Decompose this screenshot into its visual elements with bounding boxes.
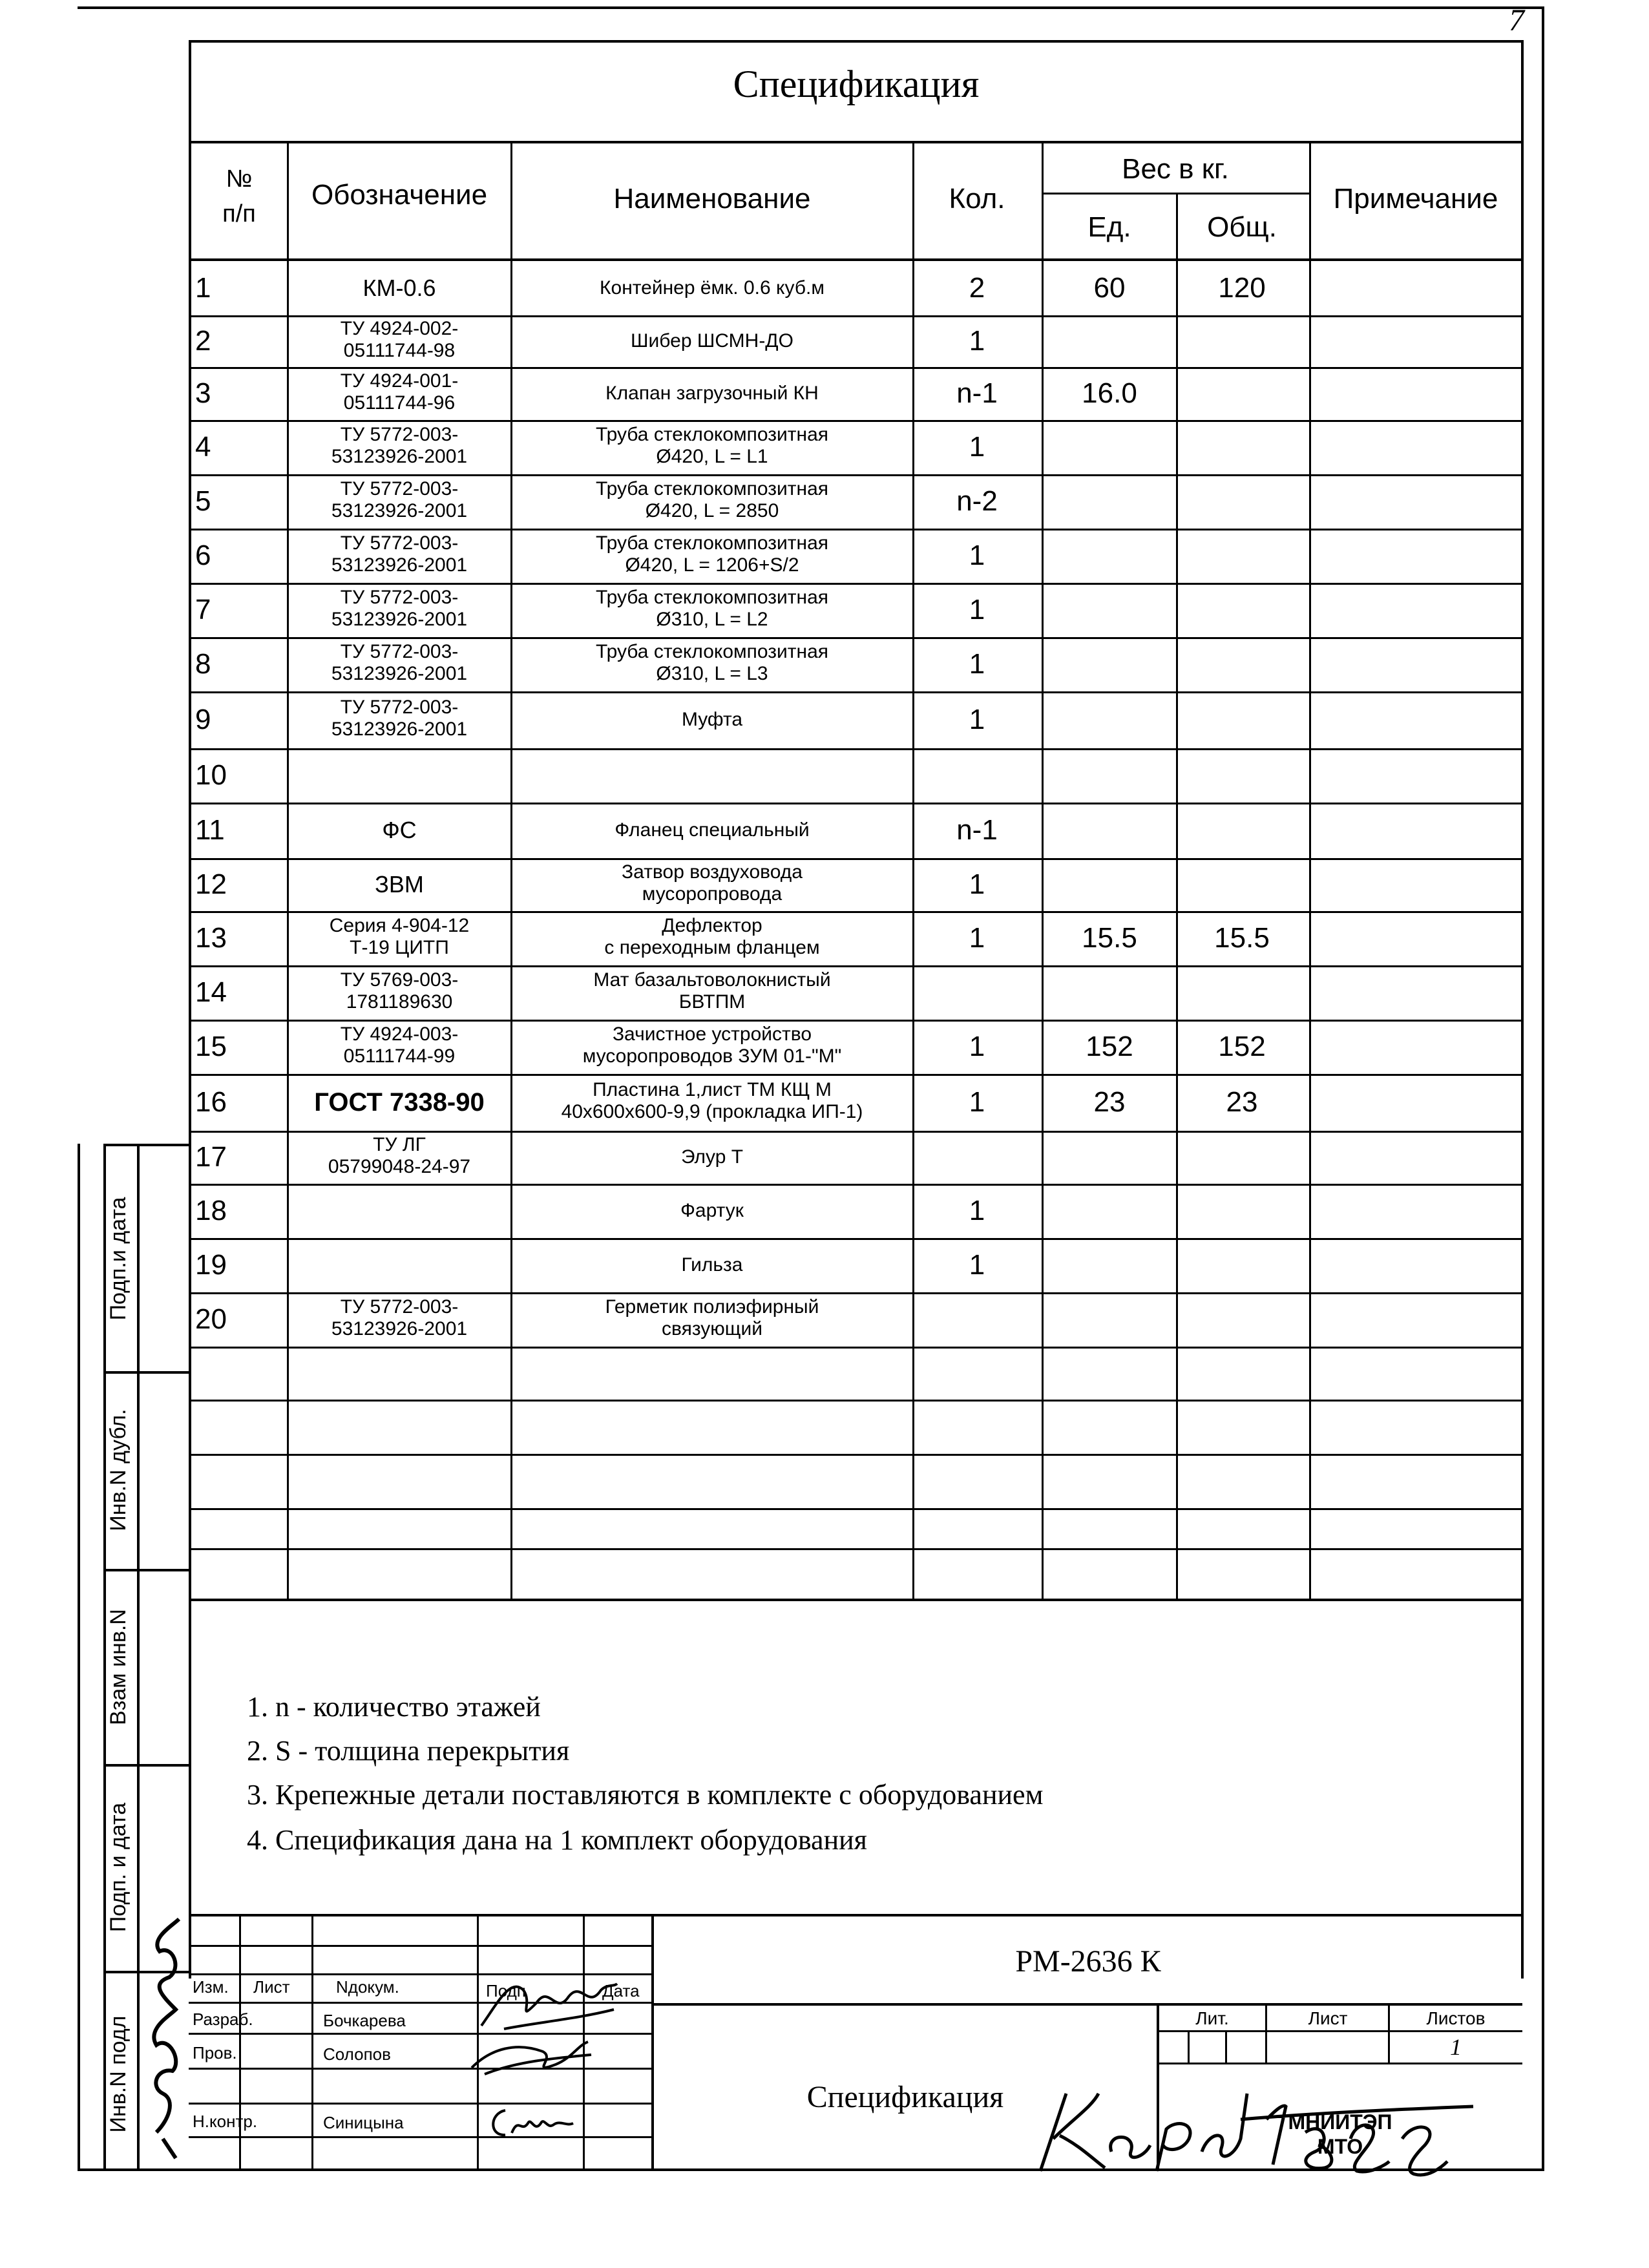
cell-n: 2 [195, 325, 211, 357]
signature-checker [465, 2035, 594, 2081]
cell-n: 20 [195, 1303, 227, 1335]
stamp-name-normcontrol: Синицына [323, 2113, 404, 2132]
row-divider [189, 911, 1522, 913]
cell-name: Элур Т [680, 1146, 744, 1168]
row-divider [189, 1238, 1522, 1240]
cell-n: 15 [195, 1031, 227, 1062]
cell-name: Гильза [681, 1254, 743, 1276]
cell-n: 17 [195, 1141, 227, 1173]
side-label-sign-date-2: Подп. и дата [106, 1802, 131, 1933]
side-label-inv-orig: Инв.N подл [106, 2015, 131, 2133]
header-note: Примечание [1333, 183, 1498, 215]
cell-qty: n-1 [956, 377, 998, 409]
note-2: 2. S - толщина перекрытия [247, 1735, 570, 1767]
cell-name: Фартук [680, 1200, 744, 1221]
stamp-doc-code: РМ-2636 К [1015, 1944, 1161, 1979]
cell-name: Труба стеклокомпозитная [595, 532, 829, 554]
signature-normcontrol [486, 2104, 576, 2143]
cell-unit: 23 [1093, 1086, 1126, 1118]
stamp-role-developer: Разраб. [193, 2010, 253, 2029]
row-divider [189, 420, 1522, 422]
header-num-bottom: п/п [222, 200, 256, 227]
cell-n: 5 [195, 485, 211, 517]
cell-name: Ø420, L = L1 [656, 446, 768, 467]
cell-qty: 1 [969, 868, 985, 900]
cell-name: с переходным фланцем [604, 937, 820, 958]
cell-qty: 1 [969, 594, 985, 625]
cell-des: 05799048-24-97 [328, 1156, 471, 1177]
cell-name: Шибер ШСМН-ДО [631, 330, 793, 352]
cell-total: 152 [1218, 1031, 1266, 1062]
stamp-col-data: Дата [602, 1981, 640, 2000]
cell-name: Пластина 1,лист ТМ КЩ М [593, 1079, 832, 1100]
cell-n: 9 [195, 704, 211, 735]
cell-total: 120 [1218, 272, 1266, 304]
cell-qty: 1 [969, 1249, 985, 1281]
form-right [1521, 40, 1524, 1979]
cell-qty: 1 [969, 704, 985, 735]
cell-des: 05111744-98 [343, 340, 456, 361]
row-divider [189, 1020, 1522, 1022]
cell-des: Серия 4-904-12 [329, 915, 470, 936]
cell-des: 53123926-2001 [331, 609, 468, 630]
cell-qty: 1 [969, 648, 985, 680]
cell-des: ТУ 5772-003- [340, 1296, 459, 1318]
cell-n: 12 [195, 868, 227, 900]
cell-unit: 152 [1086, 1031, 1133, 1062]
cell-des: 53123926-2001 [331, 1318, 468, 1339]
row-divider [189, 748, 1522, 750]
inventory-number-handwriting [143, 1906, 189, 2165]
outer-frame-top [78, 6, 1544, 9]
column-divider [1042, 141, 1044, 1600]
cell-n: 8 [195, 648, 211, 680]
cell-unit: 15.5 [1082, 922, 1137, 954]
cell-n: 18 [195, 1195, 227, 1226]
cell-name: связующий [662, 1318, 762, 1339]
stamp-col-izm: Изм. [193, 1977, 229, 1997]
cell-name: Клапан загрузочный КН [605, 383, 819, 404]
cell-n: 14 [195, 976, 227, 1008]
cell-total: 15.5 [1214, 922, 1270, 954]
cell-name: Герметик полиэфирный [605, 1296, 819, 1318]
column-divider [1309, 141, 1311, 1600]
cell-des: 05111744-96 [343, 392, 456, 414]
row-divider [189, 1347, 1522, 1349]
stamp-col-ndokum: Nдокум. [336, 1977, 399, 1997]
cell-qty: n-2 [956, 485, 998, 517]
header-bottom-line [189, 258, 1522, 261]
cell-qty: 1 [969, 1031, 985, 1062]
row-divider [189, 1074, 1522, 1076]
row-divider [189, 1548, 1522, 1550]
cell-n: 4 [195, 431, 211, 463]
cell-name: Затвор воздуховода [622, 861, 803, 883]
row-divider [189, 315, 1522, 317]
cell-des: 53123926-2001 [331, 446, 468, 467]
cell-des: 1781189630 [346, 991, 453, 1013]
cell-qty: 1 [969, 1086, 985, 1118]
row-divider [189, 474, 1522, 476]
cell-qty: 1 [969, 431, 985, 463]
cell-des: ТУ 5772-003- [340, 424, 459, 445]
cell-des: КМ-0.6 [362, 275, 436, 301]
cell-des: ТУ 5772-003- [340, 478, 459, 499]
stamp-sheet-label: Лист [1308, 2008, 1348, 2028]
cell-n: 11 [195, 814, 225, 846]
stamp-sheets-label: Листов [1426, 2008, 1486, 2028]
cell-name: Труба стеклокомпозитная [595, 641, 829, 662]
page-title: Спецификация [733, 63, 980, 105]
outer-frame-right [1542, 6, 1544, 2171]
stamp-col-podp: Подп [486, 1981, 526, 2000]
cell-des: ТУ 5772-003- [340, 532, 459, 554]
header-num-top: № [226, 165, 253, 193]
stamp-name-checker: Солопов [323, 2044, 391, 2064]
cell-qty: 1 [969, 325, 985, 357]
header-qty: Кол. [949, 183, 1005, 215]
cell-total: 23 [1226, 1086, 1258, 1118]
cell-des: ТУ ЛГ [373, 1134, 426, 1155]
row-divider [189, 637, 1522, 639]
cell-n: 16 [195, 1086, 227, 1118]
cell-n: 1 [195, 272, 211, 304]
cell-n: 7 [195, 594, 211, 625]
cell-des: 53123926-2001 [331, 500, 468, 521]
cell-des: ФС [382, 817, 417, 843]
row-divider [189, 1292, 1522, 1294]
header-total: Общ. [1207, 211, 1277, 243]
cell-des: 53123926-2001 [331, 719, 468, 740]
stamp-col-list: Лист [253, 1977, 290, 1997]
cell-unit: 60 [1093, 272, 1126, 304]
cell-qty: n-1 [956, 814, 998, 846]
stamp-sheets-value: 1 [1450, 2034, 1462, 2060]
row-divider [189, 1400, 1522, 1402]
cell-name: БВТПМ [678, 991, 746, 1013]
cell-qty: 2 [969, 272, 985, 304]
cell-qty: 1 [969, 1195, 985, 1226]
note-4: 4. Спецификация дана на 1 комплект оборудования [247, 1824, 867, 1856]
stamp-lit-label: Лит. [1195, 2008, 1229, 2028]
header-weight: Вес в кг. [1122, 153, 1229, 185]
cell-des: ЗВМ [375, 871, 424, 898]
cell-name: Ø420, L = 2850 [645, 500, 779, 521]
cell-des: Т-19 ЦИТП [350, 937, 449, 958]
outer-frame-left [78, 1144, 80, 2171]
side-label-sign-date-1: Подп.и дата [106, 1197, 131, 1321]
stamp-doc-title: Спецификация [806, 2080, 1004, 2114]
signature-developer [478, 1964, 620, 2035]
form-left [189, 40, 191, 1979]
side-label-replace-inv: Взам инв.N [106, 1609, 131, 1725]
cell-n: 13 [195, 922, 227, 954]
row-divider [189, 367, 1522, 369]
row-divider [189, 529, 1522, 530]
cell-des: ТУ 4924-003- [340, 1024, 459, 1045]
note-1: 1. n - количество этажей [247, 1691, 541, 1723]
stamp-role-checker: Пров. [193, 2043, 237, 2063]
cell-name: 40х600х600-9,9 (прокладка ИП-1) [561, 1101, 863, 1122]
cell-des: 53123926-2001 [331, 663, 468, 684]
cell-name: Зачистное устройство [612, 1024, 812, 1045]
cell-name: мусоропровода [642, 883, 782, 905]
stamp-org-line-1: МНИИТЭП [1288, 2110, 1392, 2134]
note-3: 3. Крепежные детали поставляются в комплекте с оборудованием [247, 1779, 1044, 1811]
cell-name: Дефлектор [662, 915, 762, 936]
cell-des: 53123926-2001 [331, 554, 468, 576]
cell-des: ТУ 4924-002- [340, 318, 459, 339]
row-divider [189, 1131, 1522, 1133]
header-designation: Обозначение [311, 179, 488, 211]
column-divider [1176, 193, 1178, 1600]
cell-name: Мат базальтоволокнистый [593, 969, 831, 991]
table-bottom-line [189, 1599, 1522, 1601]
stamp-name-developer: Бочкарева [323, 2011, 406, 2030]
row-divider [189, 965, 1522, 967]
cell-des: ТУ 5769-003- [340, 969, 459, 991]
cell-name: Ø420, L = 1206+S/2 [625, 554, 799, 576]
cell-des: ТУ 5772-003- [340, 697, 459, 718]
page-number: 7 [1509, 3, 1524, 37]
row-divider [189, 1454, 1522, 1456]
cell-name: Труба стеклокомпозитная [595, 424, 829, 445]
header-top-line [189, 141, 1522, 143]
row-divider [189, 803, 1522, 804]
cell-name: Ø310, L = L3 [656, 663, 768, 684]
row-divider [189, 1508, 1522, 1510]
row-divider [189, 691, 1522, 693]
cell-n: 6 [195, 540, 211, 571]
cell-n: 3 [195, 377, 211, 409]
card-number-handwriting [1027, 2081, 1480, 2178]
stamp-role-normcontrol: Н.контр. [193, 2112, 258, 2131]
row-divider [189, 583, 1522, 585]
weight-split-line [1042, 193, 1309, 194]
cell-name: Фланец специальный [614, 819, 810, 841]
cell-name: Ø310, L = L2 [656, 609, 768, 630]
side-label-inv-dup: Инв.N дубл. [106, 1409, 131, 1531]
form-top [189, 40, 1522, 43]
cell-name: Труба стеклокомпозитная [595, 587, 829, 608]
row-divider [189, 1184, 1522, 1186]
cell-n: 10 [195, 759, 227, 791]
cell-n: 19 [195, 1249, 227, 1281]
header-unit: Ед. [1087, 211, 1131, 243]
cell-des: ТУ 5772-003- [340, 587, 459, 608]
cell-unit: 16.0 [1082, 377, 1137, 409]
cell-des: ТУ 4924-001- [340, 370, 459, 392]
row-divider [189, 858, 1522, 860]
header-name: Наименование [613, 183, 811, 215]
cell-des: ТУ 5772-003- [340, 641, 459, 662]
cell-name: мусоропроводов ЗУМ 01-"М" [582, 1045, 842, 1067]
cell-name: Труба стеклокомпозитная [595, 478, 829, 499]
cell-des: ГОСТ 7338-90 [314, 1088, 485, 1117]
cell-qty: 1 [969, 922, 985, 954]
stamp-org-line-2: МТО [1317, 2135, 1363, 2158]
cell-name: Муфта [681, 709, 743, 730]
cell-qty: 1 [969, 540, 985, 571]
cell-des: 05111744-99 [343, 1045, 456, 1067]
cell-name: Контейнер ёмк. 0.6 куб.м [600, 277, 824, 299]
